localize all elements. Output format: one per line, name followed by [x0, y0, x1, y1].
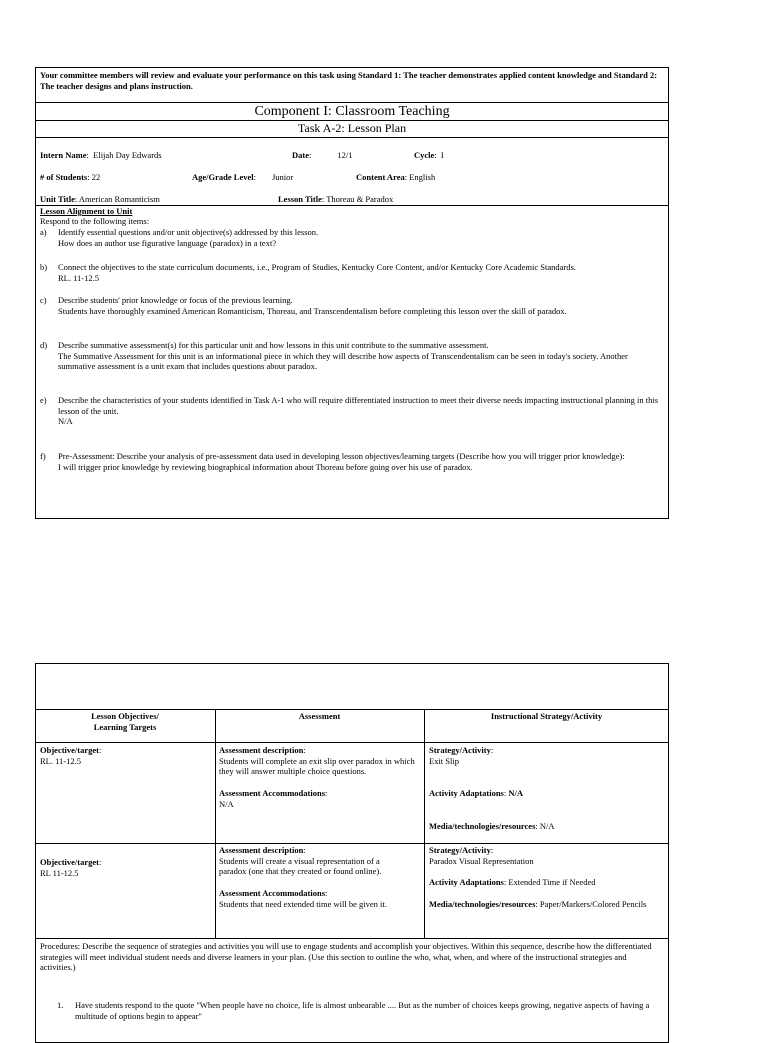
lesson-title-label: Lesson Title	[278, 194, 322, 204]
item-answer: I will trigger prior knowledge by reviewing biographical information about Thoreau before going over his use of paradox.	[58, 461, 473, 472]
item-letter: c)	[40, 295, 47, 305]
date-label: Date	[292, 150, 309, 160]
alignment-heading: Lesson Alignment to Unit	[40, 206, 133, 216]
item-letter: b)	[40, 262, 48, 272]
unit-title-label: Unit Title	[40, 194, 75, 204]
alignment-item-b	[40, 262, 660, 283]
intern-name-label: Intern Name	[40, 150, 87, 160]
column-divider	[424, 709, 425, 938]
adaptations-value: N/A	[508, 788, 523, 799]
row1-assessment: Assessment description: Students will complete an exit slip over paradox in which they will answer multiple choice questions. Assessment Accommodations: N/A	[219, 745, 421, 809]
objective-label: Objective/target	[40, 745, 99, 755]
divider	[35, 742, 669, 743]
item-prompt: Pre-Assessment: Describe your analysis of pre-assessment data used in developing lesson objectives/learning targets (Describe how you will trigger prior knowledge):	[58, 451, 625, 461]
row1-strategy: Strategy/Activity: Exit Slip Activity Adaptations: N/A Media/technologies/resources: N/A	[429, 745, 665, 832]
alignment-item-e	[40, 395, 660, 427]
divider	[35, 709, 669, 710]
column-divider	[215, 709, 216, 938]
item-answer: The Summative Assessment for this unit is an informational piece in which they will describe how aspects of Transcendentalism can be seen in today's society. Another summative assessment is a unit exam that includes questions about paradox.	[58, 350, 628, 372]
col-header-objectives: Lesson Objectives/ Learning Targets	[91, 711, 159, 732]
step-number: 1.	[57, 1000, 64, 1010]
strategy-label: Strategy/Activity	[429, 845, 491, 855]
col-header-strategy: Instructional Strategy/Activity	[490, 711, 603, 721]
divider	[35, 938, 669, 939]
date-field: Date: 12/1	[292, 150, 353, 160]
alignment-item-d	[40, 340, 660, 372]
lesson-title-value: Thoreau & Paradox	[326, 194, 394, 204]
assessment-desc-label: Assessment description	[219, 745, 304, 755]
item-prompt: Describe students' prior knowledge or focus of the previous learning.	[58, 295, 293, 305]
adaptations-label: Activity Adaptations	[429, 877, 504, 888]
item-prompt: Connect the objectives to the state curriculum documents, i.e., Program of Studies, Kentucky Core Content, and/or Kentucky Core Academic Standards.	[58, 262, 576, 272]
item-letter: a)	[40, 227, 47, 237]
assessment-acc-label: Assessment Accommodations	[219, 787, 326, 798]
unit-title-value: American Romanticism	[78, 194, 160, 204]
item-letter: f)	[40, 451, 46, 461]
assessment-acc-value: N/A	[219, 798, 234, 809]
date-value: 12/1	[337, 150, 353, 160]
standards-notice: Your committee members will review and evaluate your performance on this task using Standard 1: The teacher demonstrates applied content knowledge and Standard 2: The teacher designs and plans instruction.	[40, 70, 658, 91]
age-grade-field: Age/Grade Level: Junior	[192, 172, 294, 182]
students-label: # of Students	[40, 172, 88, 182]
procedure-step-1	[57, 1000, 657, 1021]
component-title: Component I: Classroom Teaching	[254, 104, 450, 119]
unit-title-field: Unit Title: American Romanticism	[40, 194, 160, 204]
divider	[35, 843, 669, 844]
media-label: Media/technologies/resources	[429, 820, 536, 831]
item-prompt: Describe the characteristics of your students identified in Task A-1 who will require differentiated instruction to meet their diverse needs impacting instructional planning in this lesson of the unit.	[58, 395, 659, 416]
step-text: Have students respond to the quote "When people have no choice, life is almost unbearable .... But as the number of choices keeps growing, negative aspects of having a multitude of options begin to appear"	[75, 1000, 650, 1021]
content-area-value: English	[409, 172, 436, 182]
assessment-desc-value: Students will complete an exit slip over paradox in which they will answer multiple choice questions.	[219, 755, 415, 777]
item-answer: How does an author use figurative language (paradox) in a text?	[58, 237, 277, 248]
col-header-assessment: Assessment	[298, 711, 341, 721]
item-answer: RL. 11-12.5	[58, 272, 100, 283]
media-label: Media/technologies/resources	[429, 898, 536, 909]
objective-value: RL 11-12.5	[40, 867, 79, 878]
cycle-label: Cycle	[414, 150, 435, 160]
assessment-acc-label: Assessment Accommodations	[219, 887, 326, 898]
row2-strategy: Strategy/Activity: Paradox Visual Representation Activity Adaptations: Extended Time if Needed Media/technologies/resources: Paper/Markers/Colored Pencils	[429, 845, 651, 910]
students-field: # of Students: 22	[40, 172, 101, 182]
lesson-title-field: Lesson Title: Thoreau & Paradox	[278, 194, 394, 204]
cycle-field: Cycle: I	[414, 150, 444, 160]
strategy-value: Exit Slip	[429, 755, 459, 766]
alignment-item-c	[40, 295, 660, 316]
item-prompt: Identify essential questions and/or unit objective(s) addressed by this lesson.	[58, 227, 319, 237]
adaptations-label: Activity Adaptations	[429, 788, 504, 799]
alignment-instruction: Respond to the following items:	[40, 216, 150, 226]
item-answer: N/A	[58, 416, 73, 427]
procedures-text: Procedures: Describe the sequence of strategies and activities you will use to engage students and accomplish your objectives. Within this sequence, describe how the differentiated strategies will meet individual student needs and diverse learners in your plan. (Use this section to outline the who, what, when, and where of the instructional strategies and activities.)	[40, 941, 652, 973]
item-prompt: Describe summative assessment(s) for this particular unit and how lessons in this unit contribute to the summative assessment.	[58, 340, 489, 350]
content-area-field: Content Area: English	[356, 172, 436, 182]
alignment-item-f	[40, 451, 660, 472]
strategy-value: Paradox Visual Representation	[429, 855, 534, 866]
age-grade-label: Age/Grade Level	[192, 172, 254, 182]
assessment-desc-label: Assessment description	[219, 845, 304, 855]
alignment-list	[40, 0, 660, 520]
item-letter: e)	[40, 395, 47, 405]
task-title: Task A-2: Lesson Plan	[297, 121, 407, 135]
item-letter: d)	[40, 340, 48, 350]
content-area-label: Content Area	[356, 172, 405, 182]
cycle-value: I	[440, 150, 444, 160]
assessment-desc-value: Students will create a visual representation of a paradox (one that they created or found online).	[219, 855, 382, 877]
item-answer: Students have thoroughly examined American Romanticism, Thoreau, and Transcendentalism before completing this lesson over the skill of paradox.	[58, 305, 567, 316]
intern-name-field: Intern Name: Elijah Day Edwards	[40, 150, 162, 160]
row2-objective: Objective/target: RL 11-12.5	[40, 857, 102, 878]
adaptations-value: Extended Time if Needed	[508, 877, 596, 888]
row2-assessment: Assessment description: Students will create a visual representation of a paradox (one that they created or found online). Assessment Accommodations: Students that need extended time will be given it.	[219, 845, 409, 909]
age-grade-value: Junior	[271, 172, 294, 182]
strategy-label: Strategy/Activity	[429, 745, 491, 755]
media-value: N/A	[539, 820, 555, 831]
assessment-acc-value: Students that need extended time will be given it.	[219, 898, 387, 909]
intern-name-value: Elijah Day Edwards	[93, 150, 162, 160]
media-value: Paper/Markers/Colored Pencils	[539, 898, 647, 909]
objective-value: RL. 11-12.5	[40, 755, 82, 766]
row1-objective: Objective/target: RL. 11-12.5	[40, 745, 102, 766]
students-value: 22	[91, 172, 101, 182]
objective-label: Objective/target	[40, 857, 99, 867]
alignment-item-a	[40, 227, 660, 248]
